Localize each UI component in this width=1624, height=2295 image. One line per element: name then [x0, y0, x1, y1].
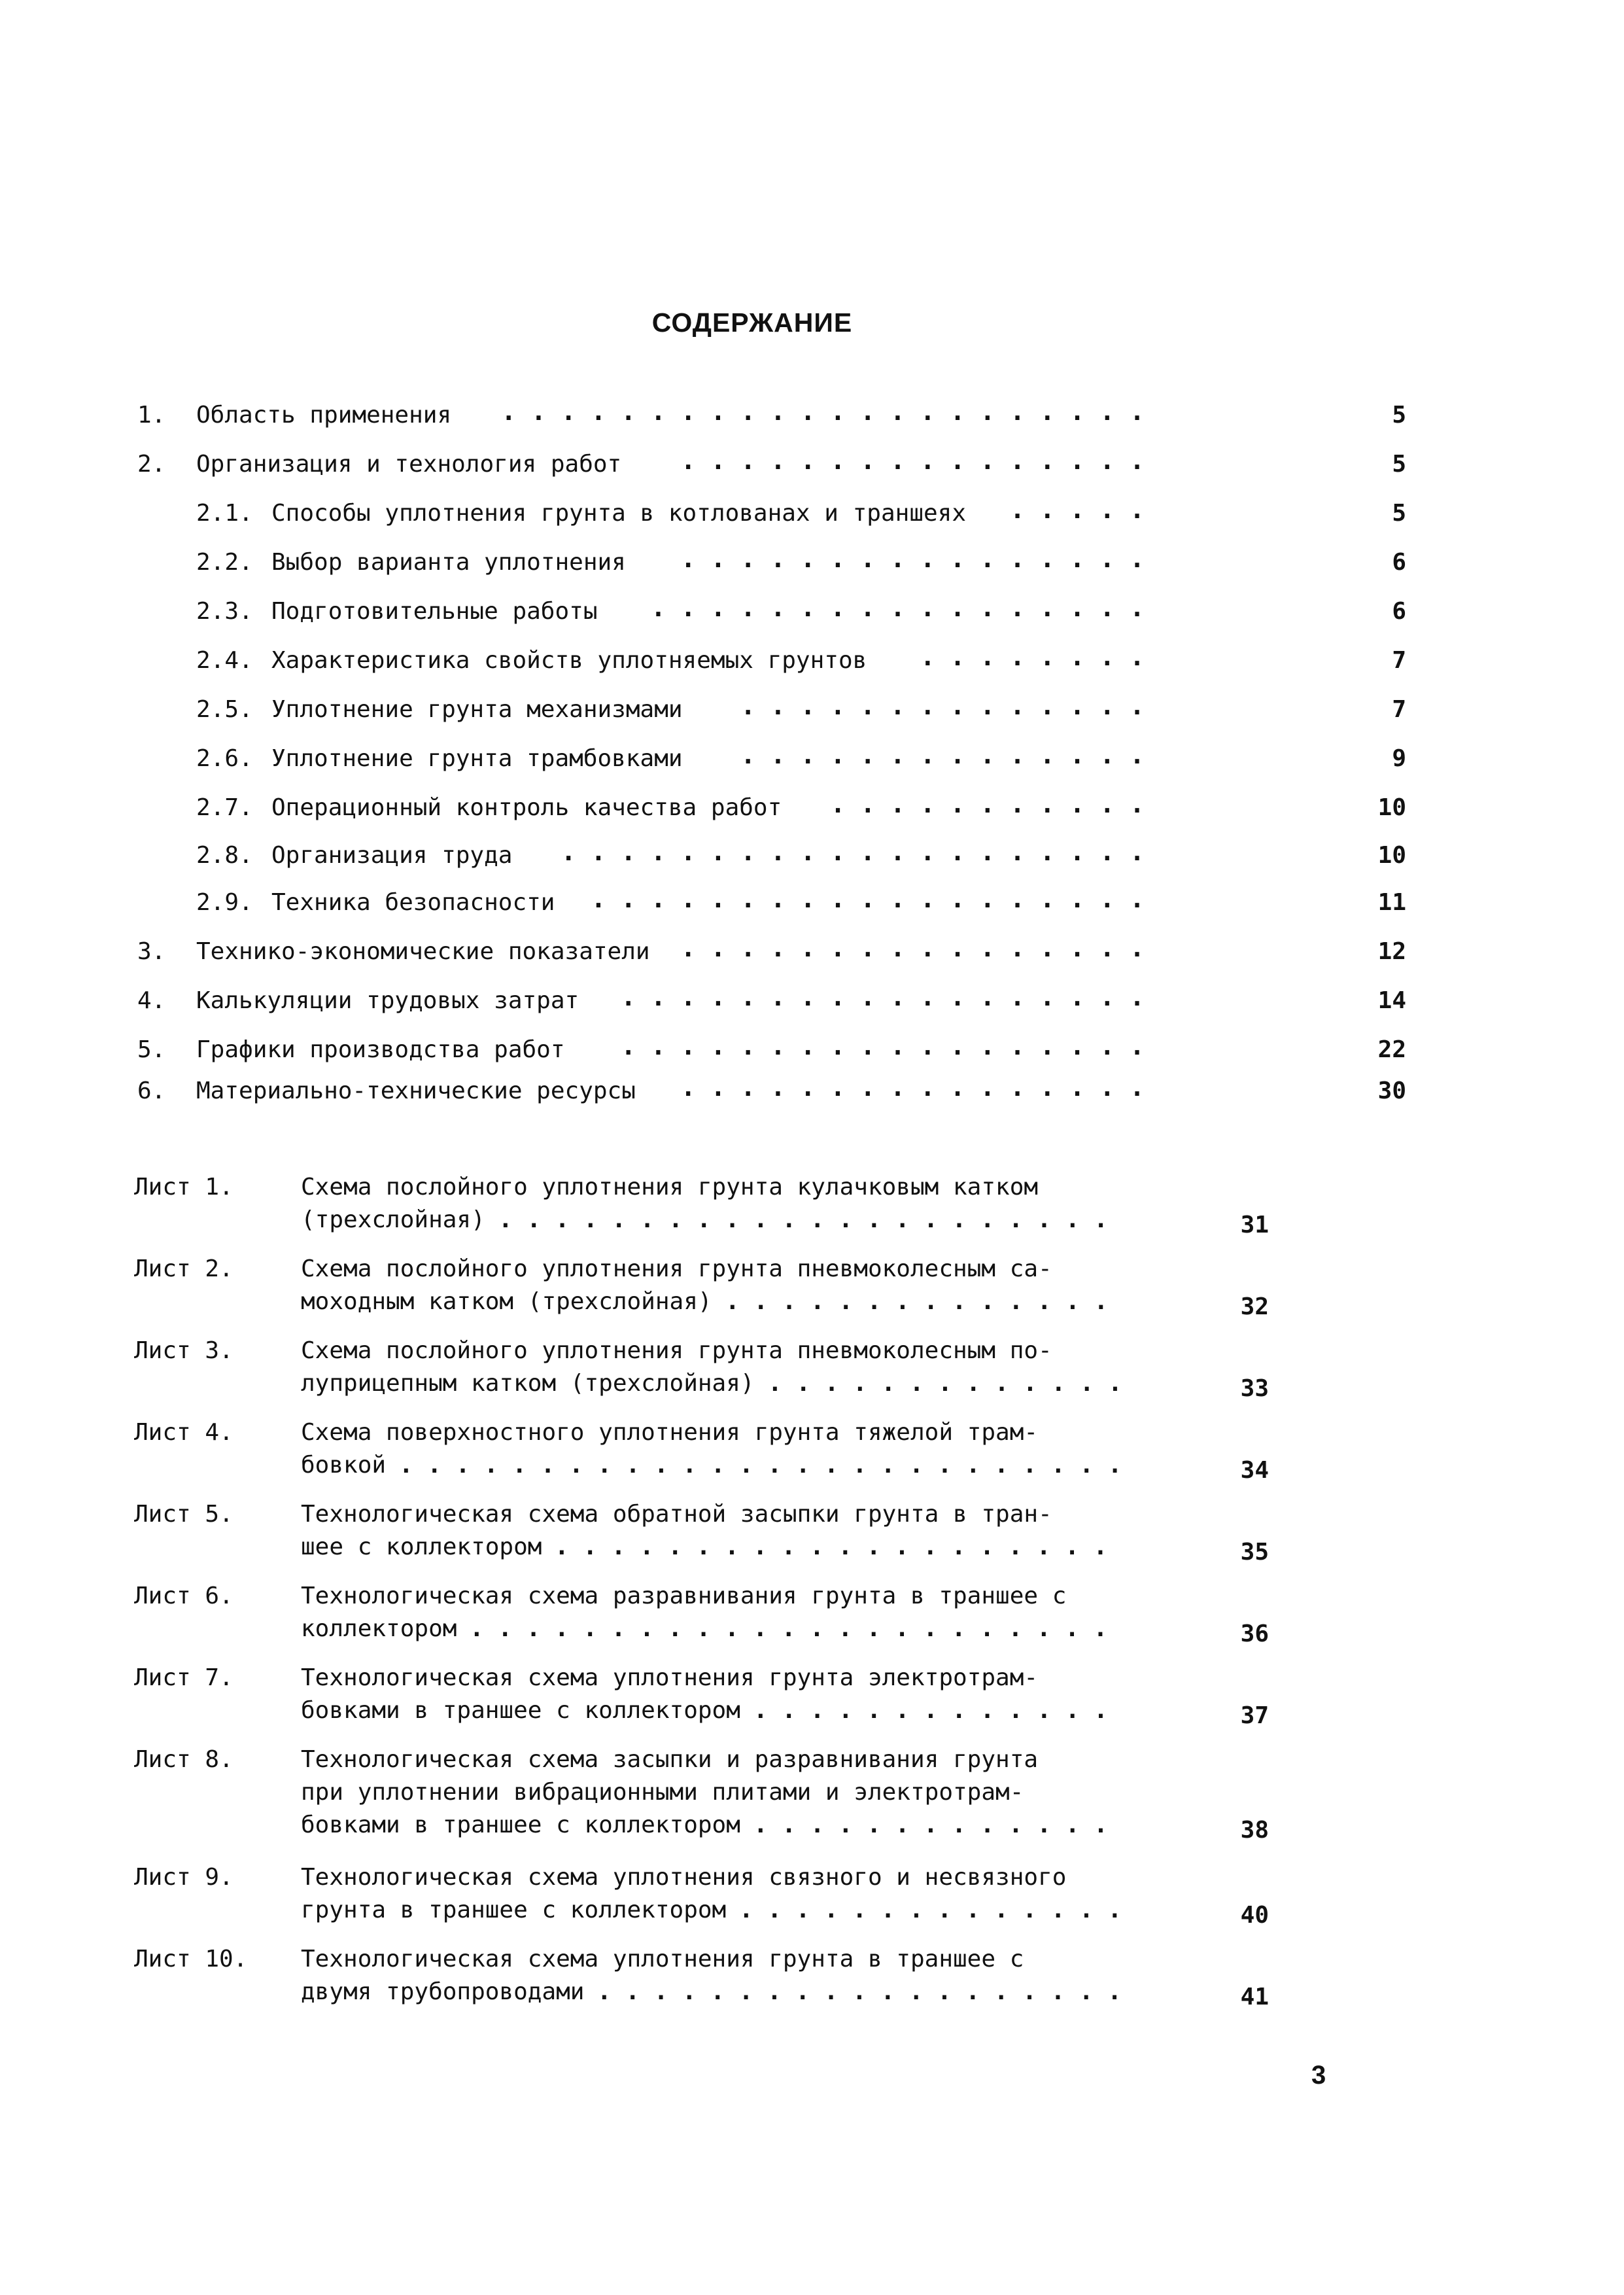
toc-item-number: 3.: [137, 938, 166, 965]
sheet-description-line: Технологическая схема уплотнения грунта в траншее с: [301, 1946, 1024, 1972]
sheet-description-line: Схема послойного уплотнения грунта пневмоколесным по-: [301, 1337, 1052, 1364]
dot-leader: . . . . . . . . . . . . . . . . . . . .: [555, 1533, 1108, 1560]
sheet-description-line: Технологическая схема уплотнения грунта электротрам-: [301, 1664, 1039, 1691]
toc-item[interactable]: [137, 445, 1406, 484]
sheet-description-line: двумя трубопроводами: [301, 1978, 585, 2005]
dot-leader: . . . . . . . . . . . . .: [753, 1697, 1108, 1724]
toc-item-title: Характеристика свойств уплотняемых грунтов: [271, 647, 867, 674]
toc-item-number: 2.8.: [196, 842, 253, 869]
sheet-item[interactable]: [134, 1943, 1272, 2008]
sheet-page: 35: [1240, 1539, 1269, 1566]
dot-leader: . . . . . . . . . . . . . . . . . . . . . .: [498, 1206, 1108, 1233]
sheet-item[interactable]: [134, 1498, 1272, 1564]
toc-item-page: 10: [1377, 842, 1406, 869]
page-title: СОДЕРЖАНИЕ: [651, 307, 853, 338]
toc-item-page: 9: [1392, 745, 1406, 772]
page-number: 3: [1311, 2061, 1326, 2090]
sheet-page: 37: [1240, 1702, 1269, 1729]
toc-item-title: Уплотнение грунта трамбовками: [271, 745, 683, 772]
sheet-description-line: коллектором: [301, 1615, 457, 1642]
sheet-description-line: Схема послойного уплотнения грунта кулачковым катком: [301, 1174, 1039, 1200]
toc-item-number: 4.: [137, 987, 166, 1014]
sheet-description-line: моходным катком (трехслойная): [301, 1288, 712, 1315]
toc-item-page: 6: [1392, 549, 1406, 576]
toc-item-title: Организация труда: [271, 842, 513, 869]
sheet-label: Лист 5.: [134, 1501, 233, 1528]
sheet-item[interactable]: [134, 1743, 1272, 1842]
sheet-page: 40: [1240, 1902, 1269, 1929]
toc-item-title: Операционный контроль качества работ: [271, 794, 782, 821]
toc-item[interactable]: [137, 739, 1406, 779]
sheet-item[interactable]: [134, 1171, 1272, 1236]
toc-item-page: 10: [1377, 794, 1406, 821]
sheet-description-line: при уплотнении вибрационными плитами и электротрам-: [301, 1779, 1024, 1806]
toc-item-title: Выбор варианта уплотнения: [271, 549, 626, 576]
dot-leader: . . . . . . . . . . .: [830, 790, 1145, 818]
sheet-description-line: (трехслойная): [301, 1206, 485, 1233]
sheet-description-line: Схема поверхностного уплотнения грунта тяжелой трам-: [301, 1419, 1039, 1446]
sheet-item[interactable]: [134, 1662, 1272, 1727]
toc-item-number: 2.: [137, 451, 166, 478]
toc-item-page: 30: [1377, 1077, 1406, 1104]
sheet-item[interactable]: [134, 1416, 1272, 1482]
toc-item-page: 5: [1392, 500, 1406, 527]
sheet-description-line: Технологическая схема разравнивания грунта в траншее с: [301, 1583, 1067, 1609]
toc-item-title: Материально-технические ресурсы: [196, 1077, 636, 1104]
dot-leader: . . . . . . . . . . . . . . . . . . . .: [561, 837, 1145, 866]
sheet-label: Лист 4.: [134, 1419, 233, 1446]
toc-item-title: Область применения: [196, 402, 452, 429]
sheet-item[interactable]: [134, 1335, 1272, 1400]
toc-item[interactable]: [137, 836, 1406, 875]
dot-leader: . . . . . . . . . . . . . .: [740, 741, 1145, 769]
dot-leader: . . . . . . . .: [920, 642, 1145, 671]
toc-item-title: Техника безопасности: [271, 889, 555, 916]
sheet-description-line: Технологическая схема обратной засыпки грунта в тран-: [301, 1501, 1052, 1528]
dot-leader: . . . . . . . . . . . . . .: [725, 1288, 1109, 1315]
toc-item[interactable]: [137, 981, 1406, 1021]
sheet-description-line: шее с коллектором: [301, 1533, 542, 1560]
toc-item-title: Способы уплотнения грунта в котлованах и траншеях: [271, 500, 967, 527]
sheet-page: 41: [1240, 1984, 1269, 2010]
dot-leader: . . . . . . . . . . . . . . . .: [680, 544, 1145, 573]
dot-leader: . . . . . . . . . . . . . . . .: [680, 934, 1145, 962]
toc-item-number: 6.: [137, 1077, 166, 1104]
dot-leader: . . . . . . . . . . . . . . . . . .: [621, 983, 1145, 1011]
sheet-page: 36: [1240, 1621, 1269, 1647]
toc-item[interactable]: [137, 690, 1406, 729]
toc-item-number: 2.4.: [196, 647, 253, 674]
toc-item[interactable]: [137, 1030, 1406, 1070]
toc-item-page: 5: [1392, 451, 1406, 478]
toc-item-number: 2.9.: [196, 889, 253, 916]
toc-item-number: 2.3.: [196, 598, 253, 625]
dot-leader: . . . . . . . . . . . . . . . . . . . . . . .: [470, 1615, 1108, 1642]
sheet-label: Лист 2.: [134, 1255, 233, 1282]
sheet-page: 38: [1240, 1817, 1269, 1844]
toc-item-page: 11: [1377, 889, 1406, 916]
sheet-item[interactable]: [134, 1580, 1272, 1645]
sheet-label: Лист 9.: [134, 1864, 233, 1891]
sheet-page: 34: [1240, 1457, 1269, 1484]
sheet-label: Лист 10.: [134, 1946, 248, 1972]
sheet-description-line: грунта в траншее с коллектором: [301, 1897, 727, 1923]
dot-leader: . . . . . . . . . . . . .: [753, 1812, 1108, 1838]
toc-item[interactable]: [137, 883, 1406, 922]
toc-item-title: Калькуляции трудовых затрат: [196, 987, 579, 1014]
toc-item-page: 7: [1392, 696, 1406, 723]
dot-leader: . . . . . . . . . . . . . . . . . . .: [597, 1978, 1122, 2005]
toc-item-page: 14: [1377, 987, 1406, 1014]
toc-item[interactable]: [137, 592, 1406, 631]
dot-leader: . . . . . . . . . . . . . . . . . . . . . .: [501, 397, 1145, 426]
sheet-description-line: луприцепным катком (трехслойная): [301, 1370, 755, 1397]
toc-item-number: 2.2.: [196, 549, 253, 576]
dot-leader: . . . . . . . . . . . . .: [768, 1370, 1122, 1397]
toc-item[interactable]: [137, 932, 1406, 972]
toc-item-page: 12: [1377, 938, 1406, 965]
sheet-label: Лист 3.: [134, 1337, 233, 1364]
sheet-description-line: Технологическая схема засыпки и разравнивания грунта: [301, 1746, 1039, 1773]
toc-item-number: 2.1.: [196, 500, 253, 527]
toc-item[interactable]: [137, 396, 1406, 435]
toc-item[interactable]: [137, 788, 1406, 828]
toc-item-page: 7: [1392, 647, 1406, 674]
toc-item-number: 1.: [137, 402, 166, 429]
toc-item-number: 2.5.: [196, 696, 253, 723]
dot-leader: . . . . . . . . . . . . . .: [739, 1897, 1122, 1923]
sheet-description-line: бовками в траншее с коллектором: [301, 1697, 740, 1724]
sheet-label: Лист 6.: [134, 1583, 233, 1609]
sheet-page: 33: [1240, 1375, 1269, 1402]
toc-item-page: 6: [1392, 598, 1406, 625]
toc-item-number: 2.6.: [196, 745, 253, 772]
sheet-label: Лист 1.: [134, 1174, 233, 1200]
sheet-description-line: Технологическая схема уплотнения связного и несвязного: [301, 1864, 1067, 1891]
sheet-item[interactable]: [134, 1253, 1272, 1318]
dot-leader: . . . . . . . . . . . . . . . . .: [651, 593, 1145, 622]
toc-item[interactable]: [137, 641, 1406, 680]
dot-leader: . . . . . . . . . . . . . . . . . . .: [591, 885, 1145, 913]
sheet-label: Лист 7.: [134, 1664, 233, 1691]
toc-item-title: Технико-экономические показатели: [196, 938, 650, 965]
dot-leader: . . . . . . . . . . . . . . . .: [680, 446, 1145, 475]
toc-item-title: Подготовительные работы: [271, 598, 598, 625]
dot-leader: . . . . . . . . . . . . . . . . . . . . . . . . . .: [399, 1452, 1122, 1479]
toc-item-title: Графики производства работ: [196, 1036, 565, 1063]
toc-item[interactable]: [137, 1072, 1406, 1111]
dot-leader: . . . . .: [1010, 495, 1145, 524]
toc-item-number: 2.7.: [196, 794, 253, 821]
toc-item[interactable]: [137, 543, 1406, 582]
sheet-description-line: бовкой: [301, 1452, 387, 1479]
toc-item-title: Организация и технология работ: [196, 451, 622, 478]
toc-item-number: 5.: [137, 1036, 166, 1063]
toc-item-page: 22: [1377, 1036, 1406, 1063]
sheet-page: 32: [1240, 1293, 1269, 1320]
toc-item-page: 5: [1392, 402, 1406, 429]
sheet-item[interactable]: [134, 1861, 1272, 1927]
toc-item[interactable]: [137, 494, 1406, 533]
toc-item-title: Уплотнение грунта механизмами: [271, 696, 683, 723]
sheet-description-line: бовками в траншее с коллектором: [301, 1812, 740, 1838]
sheet-description-line: Схема послойного уплотнения грунта пневмоколесным са-: [301, 1255, 1052, 1282]
sheet-label: Лист 8.: [134, 1746, 233, 1773]
dot-leader: . . . . . . . . . . . . . . . .: [680, 1073, 1145, 1102]
sheet-page: 31: [1240, 1212, 1269, 1238]
dot-leader: . . . . . . . . . . . . . .: [740, 692, 1145, 720]
dot-leader: . . . . . . . . . . . . . . . . . .: [621, 1032, 1145, 1060]
